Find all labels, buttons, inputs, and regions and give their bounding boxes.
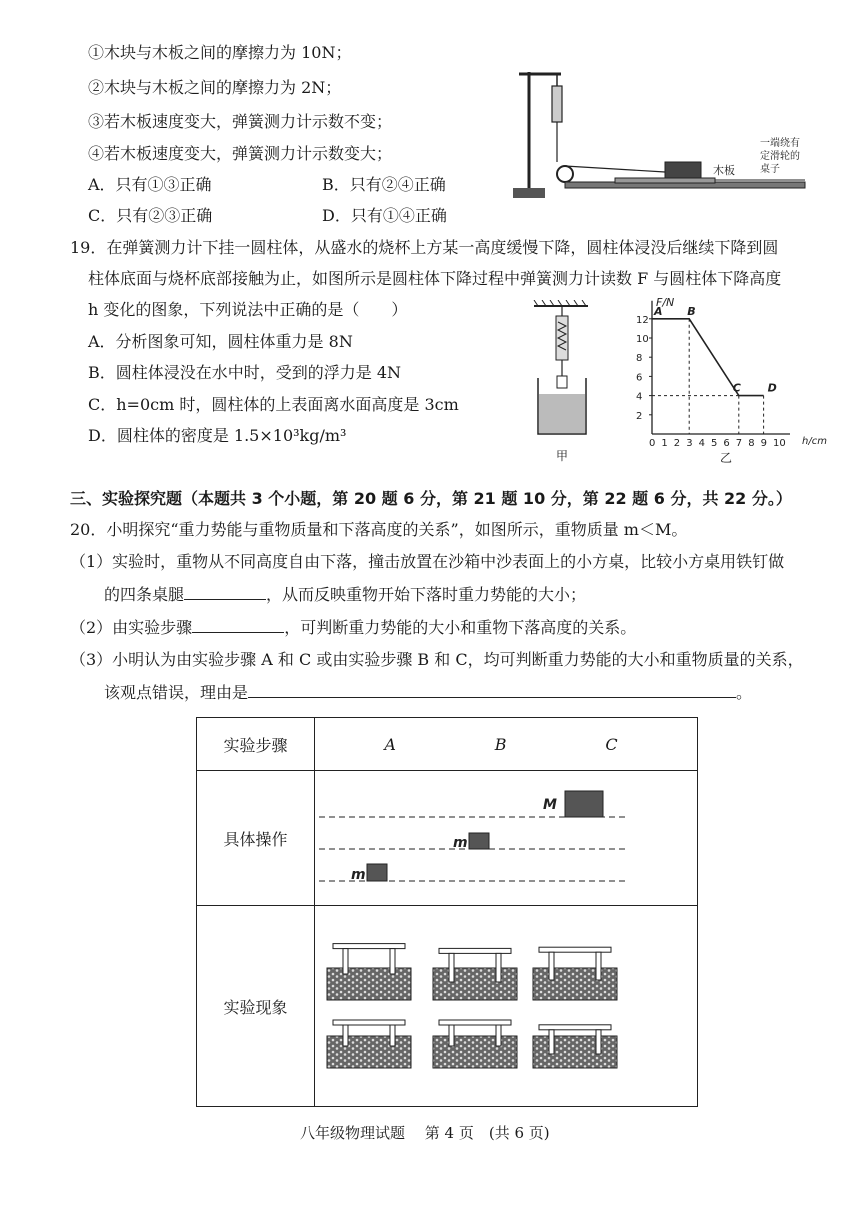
table-leg bbox=[449, 1025, 454, 1046]
chart-xlabel: h/cm bbox=[802, 436, 827, 447]
q19-option-a: A．分析图象可知，圆柱体重力是 8N bbox=[88, 332, 353, 351]
chart-point-label-c: C bbox=[732, 381, 741, 395]
chart-y-tick-label: 10 bbox=[636, 334, 649, 345]
chart-point-label-b: B bbox=[687, 304, 696, 318]
label-mass-M: M bbox=[543, 797, 557, 813]
sand-box bbox=[433, 968, 517, 1000]
page-footer: 八年级物理试题 第 4 页 (共 6 页) bbox=[300, 1124, 550, 1142]
q20-stem: 20．小明探究“重力势能与重物质量和下落高度的关系”，如图所示，重物质量 m＜M。 bbox=[70, 520, 688, 539]
table-leg bbox=[449, 953, 454, 982]
q18-label-note-1: 一端绕有 bbox=[760, 138, 800, 149]
q20-part3-line2 bbox=[104, 681, 752, 704]
small-table-top bbox=[333, 944, 405, 949]
chart-x-tick-label: 5 bbox=[711, 438, 718, 449]
q18-statement-4: ④若木板速度变大，弹簧测力计示数变大； bbox=[88, 144, 393, 163]
sand-box bbox=[533, 1036, 617, 1068]
chart-x-tick-label: 8 bbox=[748, 438, 755, 449]
sand-tables-diagram bbox=[315, 906, 697, 1102]
chart-y-tick-label: 4 bbox=[636, 391, 643, 403]
chart-x-tick-label: 4 bbox=[698, 438, 705, 449]
q20-part3-text-b: 。 bbox=[736, 683, 753, 702]
chart-x-tick-label: 7 bbox=[735, 438, 743, 449]
chart-y-tick-label: 8 bbox=[636, 353, 643, 365]
table-leg bbox=[596, 952, 601, 980]
q20-part1-line2 bbox=[104, 583, 586, 606]
q18-label-note-3: 桌子 bbox=[760, 164, 780, 175]
phenomenon-cell bbox=[315, 906, 698, 1107]
table-leg bbox=[390, 1025, 395, 1046]
table-leg bbox=[343, 1025, 348, 1046]
header-steps: 实验步骤 bbox=[197, 718, 315, 771]
q20-part2-blank[interactable] bbox=[192, 616, 284, 633]
chart-y-tick-label: 2 bbox=[636, 410, 643, 422]
q18-option-d: D．只有①④正确 bbox=[322, 206, 447, 225]
q19-figure-jia bbox=[528, 300, 598, 468]
header-col-c: C bbox=[605, 734, 618, 754]
header-cols bbox=[315, 718, 698, 771]
table-leg bbox=[496, 953, 501, 982]
sand-box bbox=[327, 968, 411, 1000]
q18-option-c: C．只有②③正确 bbox=[88, 206, 213, 225]
small-table-top bbox=[439, 1020, 511, 1025]
chart-point-label-a: A bbox=[654, 304, 663, 318]
chart-y-tick-label: 12 bbox=[636, 314, 649, 326]
q19-chart-yi bbox=[626, 296, 836, 468]
q19-option-d: D．圆柱体的密度是 1.5×10³kg/m³ bbox=[88, 426, 347, 445]
q20-part2-text-a: （2）由实验步骤 bbox=[70, 618, 193, 637]
q18-statement-3: ③若木板速度变大，弹簧测力计示数不变； bbox=[88, 112, 393, 131]
q18-option-a: A．只有①③正确 bbox=[88, 175, 212, 194]
label-mass-m-a: m bbox=[351, 867, 366, 883]
drop-heights-diagram bbox=[315, 771, 697, 901]
q19-option-c: C．h=0cm 时，圆柱体的上表面离水面高度是 3cm bbox=[88, 395, 459, 414]
q18-statement-2: ②木块与木板之间的摩擦力为 2N； bbox=[88, 78, 342, 97]
table-header-row bbox=[197, 718, 698, 771]
q19-label-jia: 甲 bbox=[556, 449, 569, 463]
table-leg bbox=[596, 1030, 601, 1054]
sand-box bbox=[533, 968, 617, 1000]
q20-part2 bbox=[70, 616, 636, 639]
sand-box bbox=[433, 1036, 517, 1068]
sand-box bbox=[327, 1036, 411, 1068]
section3-title: 三、实验探究题（本题共 3 个小题，第 20 题 6 分，第 21 题 10 分，第 22 题 6 分，共 22 分。） bbox=[70, 489, 792, 508]
small-table-top bbox=[439, 948, 511, 953]
q20-part3-line1: （3）小明认为由实验步骤 A 和 C 或由实验步骤 B 和 C，均可判断重力势能的大小和重物质量的关系， bbox=[70, 650, 804, 669]
table-leg bbox=[549, 952, 554, 980]
chart-x-tick-label: 0 bbox=[649, 438, 656, 449]
q18-option-b: B．只有②④正确 bbox=[322, 175, 446, 194]
row-label-phenomenon: 实验现象 bbox=[197, 906, 315, 1107]
small-table-top bbox=[539, 947, 611, 952]
chart-x-tick-label: 1 bbox=[661, 438, 668, 449]
q19-stem-line-2: 柱体底面与烧杯底部接触为止，如图所示是圆柱体下降过程中弹簧测力计读数 F 与圆柱体下降高度 bbox=[88, 269, 782, 288]
chart-x-tick-label: 10 bbox=[773, 438, 786, 449]
chart-x-tick-label: 6 bbox=[723, 438, 730, 449]
q20-part1-line1: （1）实验时，重物从不同高度自由下落，撞击放置在沙箱中沙表面上的小方桌，比较小方桌用铁钉做 bbox=[70, 552, 785, 571]
table-row-phenomenon bbox=[197, 906, 698, 1107]
q19-stem-line-3: h 变化的图象，下列说法中正确的是（ ） bbox=[88, 300, 408, 319]
chart-label-yi: 乙 bbox=[720, 451, 733, 465]
label-mass-m-b: m bbox=[453, 835, 468, 851]
q19-stem-line-1: 19．在弹簧测力计下挂一圆柱体，从盛水的烧杯上方某一高度缓慢下降，圆柱体浸没后继续下降到圆 bbox=[70, 238, 779, 257]
q20-part1-text-a: 的四条桌腿 bbox=[104, 585, 185, 604]
q20-part3-text-a: 该观点错误，理由是 bbox=[104, 683, 249, 702]
table-row-operation bbox=[197, 771, 698, 906]
table-leg bbox=[343, 949, 348, 974]
chart-x-tick-label: 9 bbox=[760, 438, 767, 449]
small-table-top bbox=[539, 1025, 611, 1030]
table-leg bbox=[390, 949, 395, 974]
q18-label-note-2: 定滑轮的 bbox=[760, 151, 800, 162]
q18-friction-figure bbox=[505, 62, 825, 212]
chart-series-line bbox=[652, 319, 764, 396]
q20-part1-text-b: ，从而反映重物开始下落时重力势能的大小； bbox=[266, 585, 587, 604]
chart-x-tick-label: 3 bbox=[686, 438, 693, 449]
q20-part2-text-b: ，可判断重力势能的大小和重物下落高度的关系。 bbox=[284, 618, 637, 637]
row-label-operation: 具体操作 bbox=[197, 771, 315, 906]
q19-option-b: B．圆柱体浸没在水中时，受到的浮力是 4N bbox=[88, 363, 402, 382]
q18-statement-1: ①木块与木板之间的摩擦力为 10N； bbox=[88, 43, 352, 62]
table-leg bbox=[496, 1025, 501, 1046]
experiment-table bbox=[196, 717, 698, 1107]
header-col-a: A bbox=[384, 734, 396, 754]
q20-part1-blank[interactable] bbox=[184, 583, 266, 600]
q20-part3-blank[interactable] bbox=[248, 681, 736, 698]
operation-cell bbox=[315, 771, 698, 906]
chart-y-tick-label: 6 bbox=[636, 372, 643, 384]
q18-label-board: 木板 bbox=[713, 164, 735, 177]
table-leg bbox=[549, 1030, 554, 1054]
chart-point-label-d: D bbox=[767, 381, 777, 395]
chart-ylabel: F/N bbox=[656, 296, 675, 309]
small-table-top bbox=[333, 1020, 405, 1025]
header-col-b: B bbox=[494, 734, 507, 754]
chart-x-tick-label: 2 bbox=[673, 438, 681, 449]
